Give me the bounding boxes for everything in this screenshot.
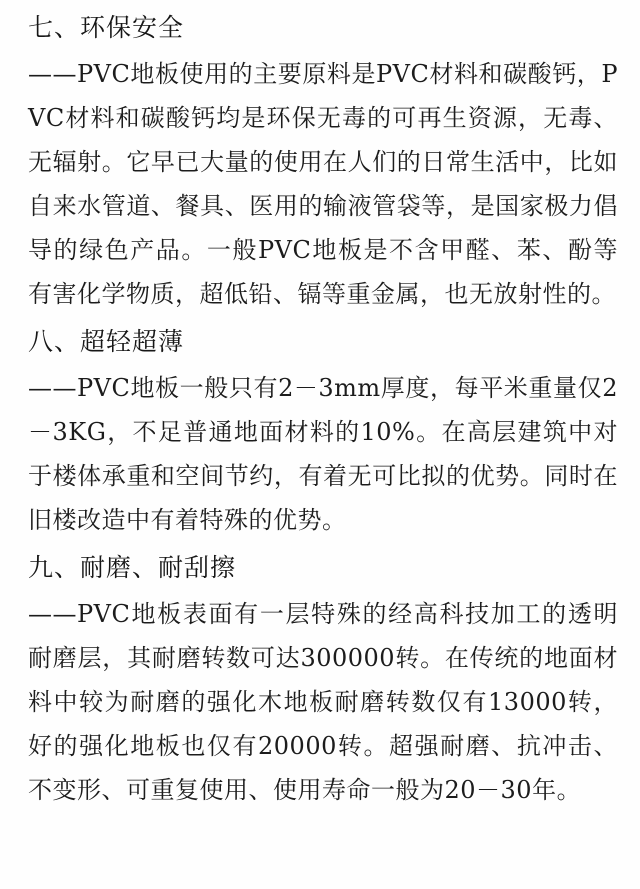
section-ultra-light-thin	[28, 320, 618, 542]
section-paragraph: ——PVC地板使用的主要原料是PVC材料和碳酸钙，PVC材料和碳酸钙均是环保无毒的可再生资源，无毒、无辐射。它早已大量的使用在人们的日常生活中，比如自来水管道、餐具、医用的输液管袋等，是国家极力倡导的绿色产品。一般PVC地板是不含甲醛、苯、酚等有害化学物质，超低铅、镉等重金属，也无放射性的。	[28, 60, 618, 308]
section-heading: 七、环保安全	[28, 13, 185, 42]
section-environmental-safety	[28, 6, 618, 316]
section-paragraph: ——PVC地板一般只有2－3mm厚度，每平米重量仅2－3KG，不足普通地面材料的10%。在高层建筑中对于楼体承重和空间节约，有着无可比拟的优势。同时在旧楼改造中有着特殊的优势。	[28, 374, 618, 534]
section-heading: 九、耐磨、耐刮擦	[28, 553, 237, 582]
section-wear-scratch-resistant	[28, 546, 618, 812]
section-heading: 八、超轻超薄	[28, 327, 185, 356]
section-paragraph: ——PVC地板表面有一层特殊的经高科技加工的透明耐磨层，其耐磨转数可达300000转。在传统的地面材料中较为耐磨的强化木地板耐磨转数仅有13000转，好的强化地板也仅有20000转。超强耐磨、抗冲击、不变形、可重复使用、使用寿命一般为20－30年。	[28, 600, 618, 804]
